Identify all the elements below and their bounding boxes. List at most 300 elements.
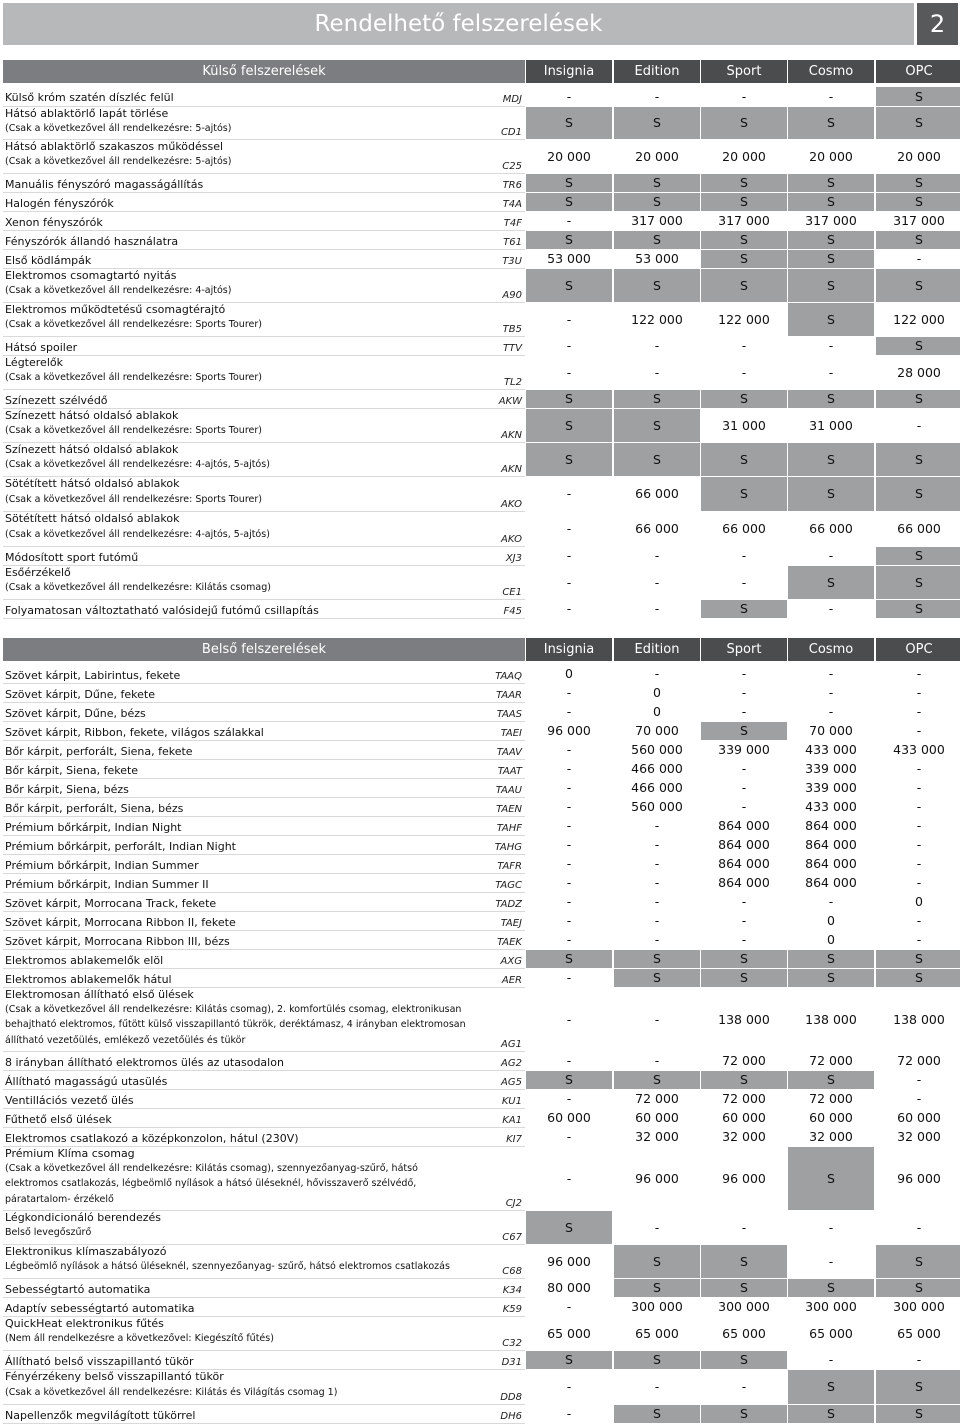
- option-code: AER: [501, 975, 522, 986]
- item-name: Külső króm szatén díszléc felül: [5, 91, 174, 104]
- price-cell: -: [741, 799, 747, 814]
- table-row: [3, 1298, 960, 1317]
- price-cell: S: [876, 337, 960, 355]
- price-cell: -: [566, 742, 572, 757]
- price-cell: -: [566, 1171, 572, 1186]
- option-code: TAEN: [496, 804, 522, 815]
- item-note: (Csak a következővel áll rendelkezésre: Sports Tourer): [5, 372, 262, 383]
- item-name: Prémium Klíma csomag: [5, 1147, 135, 1160]
- price-cell: -: [828, 704, 834, 719]
- price-cell: 70 000: [809, 723, 853, 738]
- price-cell: -: [566, 856, 572, 871]
- section-title: Külső felszerelések: [3, 60, 525, 83]
- item-name: Adaptív sebességtartó automatika: [5, 1301, 195, 1315]
- price-cell: -: [741, 338, 747, 353]
- option-code: AKO: [500, 534, 522, 545]
- table-row: [3, 1090, 960, 1109]
- price-cell: 0: [653, 704, 661, 719]
- item-name: Szövet kárpit, Ribbon, fekete, világos szálakkal: [5, 725, 264, 739]
- price-cell: S: [701, 269, 787, 302]
- table-row: [3, 1109, 960, 1128]
- item-note: (Csak a következővel áll rendelkezésre: Sports Tourer): [5, 425, 262, 436]
- item-name: Hátsó ablaktörlő szakaszos működéssel: [5, 140, 224, 153]
- price-cell: S: [614, 390, 700, 408]
- price-cell: -: [654, 1053, 660, 1068]
- table-row: [3, 87, 960, 107]
- price-cell: -: [828, 548, 834, 563]
- price-cell: S: [701, 1279, 787, 1297]
- option-code: TAHG: [494, 842, 522, 853]
- option-code: CJ2: [505, 1198, 522, 1209]
- price-cell: -: [566, 970, 572, 985]
- item-name: Elektromos ablakemelők hátul: [5, 972, 172, 986]
- price-cell: -: [654, 666, 660, 681]
- item-note: állítható vezetőülés, emlékező vezetőülés és tükör: [5, 1034, 246, 1046]
- option-code: D31: [501, 1357, 522, 1368]
- table-row: [3, 817, 960, 836]
- price-cell: -: [566, 213, 572, 228]
- item-note: (Csak a következővel áll rendelkezésre: 4-ajtós, 5-ajtós): [5, 528, 270, 540]
- price-cell: 433 000: [893, 742, 945, 757]
- price-cell: S: [788, 1147, 874, 1210]
- item-name: Bőr kárpit, Siena, bézs: [5, 782, 129, 796]
- item-name: Állítható belső visszapillantó tükör: [5, 1354, 194, 1368]
- option-code: TAEI: [500, 728, 522, 739]
- table-row: [3, 231, 960, 250]
- price-cell: 864 000: [718, 837, 770, 852]
- price-cell: -: [566, 1406, 572, 1421]
- item-name: Bőr kárpit, perforált, Siena, fekete: [5, 744, 193, 758]
- option-code: TAAS: [496, 709, 522, 720]
- table-row: [3, 1071, 960, 1090]
- item-note: (Csak a következővel áll rendelkezésre: 5-ajtós): [5, 156, 232, 167]
- price-cell: S: [526, 107, 612, 139]
- price-cell: 122 000: [631, 312, 683, 327]
- price-cell: 72 000: [897, 1053, 941, 1068]
- table-row: [3, 547, 960, 566]
- price-cell: 300 000: [893, 1299, 945, 1314]
- table-row: [3, 912, 960, 931]
- price-cell: 0: [653, 685, 661, 700]
- option-code: KI7: [506, 1134, 522, 1145]
- table-row: [3, 969, 960, 988]
- price-cell: S: [614, 1279, 700, 1297]
- price-cell: S: [788, 1279, 874, 1297]
- item-name: Szövet kárpit, Morrocana Ribbon II, fekete: [5, 915, 236, 929]
- price-cell: 65 000: [809, 1326, 853, 1341]
- price-cell: -: [916, 1091, 922, 1106]
- option-code: KU1: [501, 1096, 522, 1107]
- item-note: behajtható elektromos, fűtött külső visszapillantó tükrök, deréktámasz, 4 irányban elektromosan: [5, 1019, 466, 1030]
- price-cell: 864 000: [805, 818, 857, 833]
- item-name: Szövet kárpit, Morrocana Track, fekete: [5, 896, 217, 910]
- price-cell: 466 000: [631, 761, 683, 776]
- price-cell: 60 000: [547, 1110, 591, 1125]
- price-cell: S: [614, 1351, 700, 1369]
- table-row: [3, 193, 960, 212]
- option-code: T4A: [502, 199, 522, 210]
- price-cell: -: [828, 666, 834, 681]
- price-cell: -: [828, 365, 834, 380]
- price-cell: -: [916, 818, 922, 833]
- option-code: TAAV: [496, 747, 522, 758]
- price-cell: -: [828, 601, 834, 616]
- column-header: Cosmo: [788, 638, 874, 661]
- price-cell: 65 000: [897, 1326, 941, 1341]
- table-row: [3, 409, 960, 443]
- price-cell: -: [916, 685, 922, 700]
- price-cell: 20 000: [635, 149, 679, 164]
- price-cell: S: [701, 174, 787, 192]
- item-name: Sebességtartó automatika: [5, 1282, 151, 1296]
- price-cell: S: [701, 1245, 787, 1278]
- option-code: KA1: [502, 1115, 522, 1126]
- price-cell: S: [701, 950, 787, 968]
- price-cell: 0: [915, 894, 923, 909]
- price-cell: 433 000: [805, 742, 857, 757]
- price-cell: -: [566, 548, 572, 563]
- item-name: Első ködlámpák: [5, 253, 92, 267]
- price-cell: -: [916, 1220, 922, 1235]
- price-cell: S: [876, 174, 960, 192]
- item-name: Módosított sport futómű: [5, 550, 139, 564]
- price-cell: -: [566, 704, 572, 719]
- price-cell: 864 000: [718, 818, 770, 833]
- table-row: [3, 798, 960, 817]
- price-cell: -: [654, 818, 660, 833]
- item-name: Folyamatosan változtatható valósidejű futómű csillapítás: [5, 603, 319, 617]
- table-row: [3, 566, 960, 600]
- price-cell: S: [701, 722, 787, 740]
- item-name: Napellenzők megvilágított tükörrel: [5, 1408, 196, 1422]
- price-cell: 864 000: [805, 875, 857, 890]
- item-name: Elektromos csatlakozó a középkonzolon, hátul (230V): [5, 1131, 299, 1145]
- option-code: TAEJ: [500, 918, 522, 929]
- item-name: Szövet kárpit, Dűne, fekete: [5, 687, 155, 701]
- price-cell: 32 000: [635, 1129, 679, 1144]
- price-cell: S: [788, 1405, 874, 1423]
- table-row: [3, 741, 960, 760]
- item-name: Bőr kárpit, Siena, fekete: [5, 763, 139, 777]
- price-cell: S: [526, 1071, 612, 1089]
- option-code: T3U: [502, 256, 522, 267]
- price-cell: 864 000: [805, 856, 857, 871]
- price-cell: -: [566, 365, 572, 380]
- price-cell: 433 000: [805, 799, 857, 814]
- price-cell: -: [916, 251, 922, 266]
- price-cell: -: [566, 601, 572, 616]
- table-row: [3, 212, 960, 231]
- section-header: [3, 638, 960, 661]
- item-name: Esőérzékelő: [5, 566, 71, 579]
- price-cell: S: [701, 107, 787, 139]
- price-cell: -: [654, 1220, 660, 1235]
- price-cell: S: [526, 231, 612, 249]
- table-row: [3, 1147, 960, 1211]
- price-cell: -: [916, 723, 922, 738]
- price-cell: S: [788, 950, 874, 968]
- price-cell: -: [741, 761, 747, 776]
- price-cell: -: [828, 1352, 834, 1367]
- price-cell: S: [788, 443, 874, 476]
- price-cell: S: [876, 107, 960, 139]
- item-name: Prémium bőrkárpit, perforált, Indian Night: [5, 839, 236, 853]
- price-cell: S: [876, 969, 960, 987]
- price-cell: S: [701, 390, 787, 408]
- option-code: C67: [502, 1232, 522, 1243]
- price-cell: 28 000: [897, 365, 941, 380]
- price-cell: 0: [827, 913, 835, 928]
- column-header: Edition: [614, 638, 700, 661]
- price-cell: S: [701, 477, 787, 511]
- price-cell: -: [566, 1091, 572, 1106]
- price-cell: S: [614, 1245, 700, 1278]
- table-row: [3, 269, 960, 303]
- item-note: páratartalom- érzékelő: [5, 1193, 114, 1205]
- price-cell: 53 000: [547, 251, 591, 266]
- item-note: elektromos csatlakozás, légbeömlő nyílások a hátsó üléseknél, hővisszaverő szélvédő,: [5, 1178, 417, 1189]
- price-cell: -: [566, 761, 572, 776]
- price-cell: -: [828, 89, 834, 104]
- option-code: DH6: [500, 1411, 522, 1422]
- price-cell: -: [916, 1352, 922, 1367]
- price-cell: -: [566, 338, 572, 353]
- price-cell: -: [916, 666, 922, 681]
- price-cell: 31 000: [809, 418, 853, 433]
- table-row: [3, 107, 960, 140]
- table-row: [3, 250, 960, 269]
- price-cell: S: [788, 969, 874, 987]
- option-code: AG1: [501, 1039, 522, 1050]
- item-note: (Csak a következővel áll rendelkezésre: Kilátás csomag), 2. komfortülés csomag, elektronikusan: [5, 1003, 462, 1015]
- price-cell: S: [701, 250, 787, 268]
- price-cell: -: [916, 875, 922, 890]
- price-cell: -: [741, 548, 747, 563]
- table-row: [3, 1370, 960, 1405]
- price-cell: -: [741, 780, 747, 795]
- price-cell: 560 000: [631, 742, 683, 757]
- item-note: (Csak a következővel áll rendelkezésre: 5-ajtós): [5, 122, 232, 134]
- price-cell: 60 000: [722, 1110, 766, 1125]
- table-row: [3, 1211, 960, 1245]
- price-cell: -: [916, 856, 922, 871]
- price-cell: -: [741, 365, 747, 380]
- column-header: Insignia: [526, 638, 612, 661]
- price-cell: -: [654, 932, 660, 947]
- column-header: OPC: [876, 60, 960, 83]
- price-cell: -: [741, 894, 747, 909]
- option-code: C25: [502, 161, 522, 172]
- price-cell: 32 000: [809, 1129, 853, 1144]
- price-cell: -: [741, 1220, 747, 1235]
- item-name: 8 irányban állítható elektromos ülés az utasodalon: [5, 1055, 284, 1069]
- item-name: Fényérzékeny belső visszapillantó tükör: [5, 1370, 224, 1383]
- price-cell: -: [916, 837, 922, 852]
- option-code: C32: [502, 1338, 522, 1349]
- option-code: AG5: [501, 1077, 522, 1088]
- price-cell: 80 000: [547, 1280, 591, 1295]
- price-cell: -: [741, 704, 747, 719]
- price-cell: 72 000: [722, 1091, 766, 1106]
- column-header: Cosmo: [788, 60, 874, 83]
- price-cell: S: [701, 1405, 787, 1423]
- price-cell: -: [916, 1072, 922, 1087]
- price-cell: 60 000: [897, 1110, 941, 1125]
- item-note: (Nem áll rendelkezésre a következővel: Kiegészítő fűtés): [5, 1333, 274, 1344]
- table-row: [3, 665, 960, 684]
- price-cell: S: [876, 1245, 960, 1278]
- option-code: MDJ: [502, 94, 522, 105]
- price-cell: S: [701, 969, 787, 987]
- item-name: Színezett hátsó oldalsó ablakok: [5, 409, 179, 422]
- price-cell: S: [614, 950, 700, 968]
- option-code: TAFR: [497, 861, 522, 872]
- item-name: Xenon fényszórók: [5, 215, 103, 229]
- price-cell: S: [701, 1351, 787, 1369]
- item-note: (Csak a következővel áll rendelkezésre: Sports Tourer): [5, 493, 262, 505]
- item-name: Színezett hátsó oldalsó ablakok: [5, 443, 179, 456]
- price-cell: S: [876, 1279, 960, 1297]
- table-row: [3, 1245, 960, 1279]
- price-cell: 0: [565, 666, 573, 681]
- item-note: Belső levegőszűrő: [5, 1227, 92, 1238]
- price-cell: -: [566, 1379, 572, 1394]
- item-name: Elektromos működtetésű csomagtérajtó: [5, 303, 226, 316]
- table-row: [3, 893, 960, 912]
- price-cell: -: [741, 666, 747, 681]
- price-cell: 66 000: [635, 521, 679, 536]
- option-code: K34: [502, 1285, 522, 1296]
- option-code: T61: [503, 237, 522, 248]
- option-code: T4F: [503, 218, 522, 229]
- price-cell: S: [614, 409, 700, 442]
- price-cell: 96 000: [547, 723, 591, 738]
- price-cell: -: [916, 799, 922, 814]
- price-cell: 31 000: [722, 418, 766, 433]
- price-cell: -: [654, 837, 660, 852]
- price-cell: -: [566, 818, 572, 833]
- price-cell: -: [654, 1012, 660, 1027]
- option-code: TAAT: [497, 766, 522, 777]
- price-cell: S: [701, 443, 787, 476]
- price-cell: S: [614, 231, 700, 249]
- price-cell: S: [876, 950, 960, 968]
- price-cell: 0: [827, 932, 835, 947]
- table-row: [3, 1351, 960, 1370]
- item-name: Ventillációs vezető ülés: [5, 1093, 134, 1107]
- price-cell: -: [828, 338, 834, 353]
- price-cell: -: [566, 1012, 572, 1027]
- price-cell: 65 000: [635, 1326, 679, 1341]
- table-row: [3, 931, 960, 950]
- price-cell: 560 000: [631, 799, 683, 814]
- price-cell: -: [654, 365, 660, 380]
- price-cell: -: [916, 704, 922, 719]
- price-cell: 20 000: [547, 149, 591, 164]
- option-code: TAAR: [496, 690, 522, 701]
- item-name: Sötétített hátsó oldalsó ablakok: [5, 477, 180, 490]
- price-cell: -: [654, 338, 660, 353]
- option-code: AKN: [501, 464, 522, 475]
- price-cell: 138 000: [805, 1012, 857, 1027]
- item-name: Színezett szélvédő: [5, 393, 108, 407]
- price-cell: S: [788, 193, 874, 211]
- price-cell: S: [788, 477, 874, 511]
- price-cell: -: [566, 875, 572, 890]
- price-cell: S: [701, 231, 787, 249]
- price-cell: 138 000: [718, 1012, 770, 1027]
- price-cell: S: [876, 269, 960, 302]
- column-header: Edition: [614, 60, 700, 83]
- price-cell: 72 000: [809, 1091, 853, 1106]
- option-code: AKN: [501, 430, 522, 441]
- price-cell: 96 000: [722, 1171, 766, 1186]
- item-name: Állítható magasságú utasülés: [5, 1074, 168, 1088]
- price-cell: 864 000: [805, 837, 857, 852]
- price-cell: -: [741, 89, 747, 104]
- price-cell: S: [701, 1071, 787, 1089]
- price-cell: S: [614, 969, 700, 987]
- item-name: Hátsó ablaktörlő lapát törlése: [5, 107, 169, 120]
- price-cell: 60 000: [809, 1110, 853, 1125]
- item-name: Sötétített hátsó oldalsó ablakok: [5, 512, 180, 525]
- option-code: A90: [502, 290, 522, 301]
- price-cell: S: [614, 174, 700, 192]
- price-cell: 300 000: [805, 1299, 857, 1314]
- price-cell: 300 000: [718, 1299, 770, 1314]
- price-cell: S: [876, 443, 960, 476]
- column-header: OPC: [876, 638, 960, 661]
- price-cell: S: [526, 443, 612, 476]
- price-cell: S: [876, 87, 960, 106]
- option-code: F45: [503, 606, 522, 617]
- price-cell: -: [916, 913, 922, 928]
- price-cell: S: [526, 1211, 612, 1244]
- price-cell: -: [566, 486, 572, 501]
- item-name: Elektronikus klímaszabályozó: [5, 1245, 167, 1258]
- table-row: [3, 600, 960, 619]
- price-cell: S: [876, 390, 960, 408]
- option-code: CD1: [500, 127, 522, 138]
- price-cell: 60 000: [635, 1110, 679, 1125]
- item-name: Prémium bőrkárpit, Indian Summer II: [5, 877, 209, 891]
- price-cell: 317 000: [631, 213, 683, 228]
- price-cell: S: [701, 600, 787, 618]
- table-row: [3, 722, 960, 741]
- item-name: Szövet kárpit, Dűne, bézs: [5, 706, 146, 720]
- price-cell: 72 000: [809, 1053, 853, 1068]
- item-name: Halogén fényszórók: [5, 196, 114, 210]
- price-cell: S: [876, 1405, 960, 1423]
- table-row: [3, 477, 960, 512]
- price-cell: S: [876, 547, 960, 565]
- table-row: [3, 303, 960, 337]
- price-cell: S: [614, 1405, 700, 1423]
- option-code: TTV: [502, 343, 522, 354]
- price-cell: -: [654, 875, 660, 890]
- price-cell: 864 000: [718, 856, 770, 871]
- price-cell: S: [788, 231, 874, 249]
- price-cell: 96 000: [897, 1171, 941, 1186]
- table-row: [3, 988, 960, 1052]
- price-cell: -: [741, 1379, 747, 1394]
- table-row: [3, 1128, 960, 1147]
- price-cell: S: [614, 1071, 700, 1089]
- item-name: Szövet kárpit, Morrocana Ribbon III, bézs: [5, 934, 230, 948]
- item-name: Fűthető első ülések: [5, 1112, 112, 1126]
- option-code: AXG: [500, 956, 522, 967]
- table-row: [3, 950, 960, 969]
